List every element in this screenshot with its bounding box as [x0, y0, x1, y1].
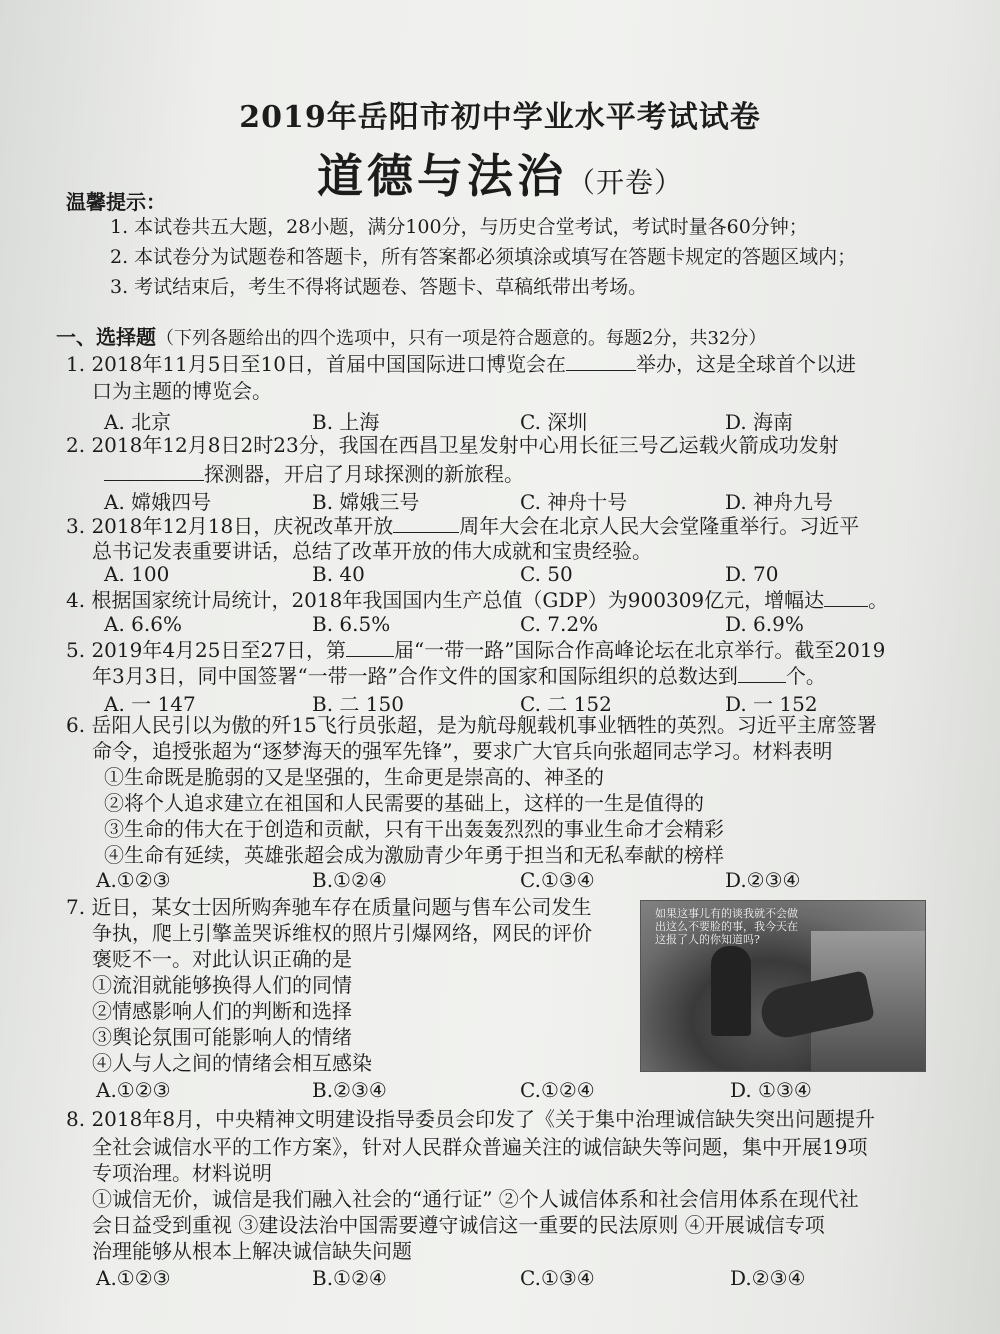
- question-8-line: ①诚信无价，诚信是我们融入社会的“通行证” ②个人诚信体系和社会信用体系在现代社: [92, 1187, 859, 1211]
- answer-blank: [566, 350, 636, 371]
- question-5-line: [92, 662, 826, 689]
- q4-end: 。: [868, 588, 889, 612]
- option-c: C. 7.2%: [520, 612, 599, 636]
- option-c: C. 二 152: [520, 692, 612, 716]
- q5-text-a: 5. 2019年4月25日至27日，第: [66, 638, 346, 662]
- option-b: B. 40: [312, 562, 365, 586]
- tips-heading: 温馨提示：: [66, 190, 166, 214]
- question-6-line: 命令，追授张超为“逐梦海天的强军先锋”，要求广大官兵向张超同志学习。材料表明: [92, 739, 833, 763]
- option-a: A. 6.6%: [104, 612, 182, 636]
- q4-text: 4. 根据国家统计局统计，2018年我国国内生产总值（GDP）为900309亿元，增幅达: [66, 588, 825, 612]
- q5-text-c: 年3月3日，同中国签署“一带一路”合作文件的国家和国际组织的总数达到: [92, 664, 738, 688]
- news-photo: [640, 900, 926, 1072]
- statement-item: ④人与人之间的情绪会相互感染: [92, 1051, 372, 1075]
- question-8-line: 8. 2018年8月，中央精神文明建设指导委员会印发了《关于集中治理诚信缺失突出问题提升: [66, 1107, 876, 1131]
- option-b: B. 嫦娥三号: [312, 490, 420, 514]
- q3-text-a: 3. 2018年12月18日，庆祝改革开放: [66, 514, 394, 538]
- answer-blank: [346, 636, 394, 657]
- question-1-line: 口为主题的博览会。: [92, 379, 272, 403]
- statement-item: ③舆论氛围可能影响人的情绪: [92, 1025, 352, 1049]
- option-a: A. 一 147: [104, 692, 196, 716]
- option-a: A. 北京: [104, 410, 172, 434]
- question-1-line: [66, 350, 856, 377]
- question-3-line: [66, 512, 859, 539]
- question-7-line: 7. 近日，某女士因所购奔驰车存在质量问题与售车公司发生: [66, 895, 592, 919]
- q2-text: 探测器，开启了月球探测的新旅程。: [204, 462, 524, 486]
- question-2-line: 2. 2018年12月8日2时23分，我国在西昌卫星发射中心用长征三号乙运载火箭成功发射: [66, 433, 839, 457]
- q1-text-a: 1. 2018年11月5日至10日，首届中国国际进口博览会在: [66, 352, 566, 376]
- subject-note: （开卷）: [566, 166, 683, 199]
- q5-text-b: 届“一带一路”国际合作高峰论坛在北京举行。截至2019: [393, 638, 886, 662]
- option-b: B.①②④: [312, 1266, 387, 1290]
- option-a: A. 100: [104, 562, 170, 586]
- section-desc: （下列各题给出的四个选项中，只有一项是符合题意的。每题2分，共32分）: [156, 328, 767, 349]
- tip-item: 3. 考试结束后，考生不得将试题卷、答题卡、草稿纸带出考场。: [110, 276, 648, 298]
- answer-blank: [738, 662, 786, 683]
- q5-text-d: 个。: [785, 664, 826, 688]
- question-7-line: 争执，爬上引擎盖哭诉维权的照片引爆网络，网民的评价: [92, 921, 592, 945]
- option-b: B.①②④: [312, 868, 387, 892]
- question-8-line: 治理能够从根本上解决诚信缺失问题: [92, 1239, 412, 1263]
- option-a: A.①②③: [96, 1078, 171, 1102]
- question-7-line: 褒贬不一。对此认识正确的是: [92, 947, 352, 971]
- option-d: D. 70: [725, 562, 779, 586]
- option-a: A.①②③: [96, 1266, 171, 1290]
- person-figure: [711, 946, 751, 1036]
- statement-item: ②将个人追求建立在祖国和人民需要的基础上，这样的一生是值得的: [104, 791, 704, 815]
- q3-text-b: 周年大会在北京人民大会堂隆重举行。习近平: [459, 514, 860, 538]
- question-8-line: 会日益受到重视 ③建设法治中国需要遵守诚信这一重要的民法原则 ④开展诚信专项: [92, 1213, 825, 1237]
- statement-item: ③生命的伟大在于创造和贡献，只有干出轰轰烈烈的事业生命才会精彩: [104, 817, 724, 841]
- q1-text-b: 举办，这是全球首个以进: [635, 352, 856, 376]
- option-a: A. 嫦娥四号: [104, 490, 212, 514]
- statement-item: ①流泪就能够换得人们的同情: [92, 973, 352, 997]
- option-b: B.②③④: [312, 1078, 387, 1102]
- option-c: C. 深圳: [520, 410, 588, 434]
- statement-item: ④生命有延续，英雄张超会成为激励青少年勇于担当和无私奉献的榜样: [104, 843, 724, 867]
- answer-blank: [104, 460, 204, 481]
- section-label: 一、选择题: [56, 325, 156, 349]
- question-8-line: 全社会诚信水平的工作方案》，针对人民群众普遍关注的诚信缺失等问题，集中开展19项: [92, 1135, 868, 1159]
- option-c: C.①③④: [520, 1266, 595, 1290]
- option-d: D. 神舟九号: [725, 490, 834, 514]
- option-d: D.②③④: [725, 868, 801, 892]
- option-d: D. 6.9%: [725, 612, 804, 636]
- statement-item: ①生命既是脆弱的又是坚强的，生命更是崇高的、神圣的: [104, 765, 604, 789]
- question-6-line: 6. 岳阳人民引以为傲的歼15飞行员张超，是为航母舰载机事业牺牲的英烈。习近平主席签署: [66, 713, 877, 737]
- option-b: B. 上海: [312, 410, 380, 434]
- option-a: A.①②③: [96, 868, 171, 892]
- option-d: D. 海南: [725, 410, 794, 434]
- answer-blank: [824, 586, 868, 607]
- photo-caption: 如果这事儿有的谈我就不会做出这么不要脸的事，我今天在这报了人的你知道吗?: [655, 907, 798, 946]
- statement-item: ②情感影响人们的判断和选择: [92, 999, 352, 1023]
- option-d: D.②③④: [730, 1266, 806, 1290]
- option-d: D. ①③④: [730, 1078, 812, 1102]
- section-heading: [56, 324, 766, 352]
- tip-item: 2. 本试卷分为试题卷和答题卡，所有答案都必须填涂或填写在答题卡规定的答题区域内；: [110, 246, 857, 268]
- option-c: C. 50: [520, 562, 573, 586]
- question-5-line: [66, 636, 885, 663]
- option-b: B. 二 150: [312, 692, 404, 716]
- question-2-line: [104, 460, 524, 487]
- option-b: B. 6.5%: [312, 612, 391, 636]
- option-c: C.①③④: [520, 868, 595, 892]
- question-3-line: 总书记发表重要讲话，总结了改革开放的伟大成就和宝贵经验。: [92, 539, 652, 563]
- option-d: D. 一 152: [725, 692, 818, 716]
- answer-blank: [393, 512, 459, 533]
- option-c: C. 神舟十号: [520, 490, 628, 514]
- question-4-line: [66, 586, 888, 613]
- option-c: C.①②④: [520, 1078, 595, 1102]
- question-8-line: 专项治理。材料说明: [92, 1161, 272, 1185]
- exam-title: 2019年岳阳市初中学业水平考试试卷: [239, 100, 761, 135]
- tip-item: 1. 本试卷共五大题，28小题，满分100分，与历史合堂考试，考试时量各60分钟；: [110, 216, 808, 238]
- subject-name: 道德与法治: [316, 149, 567, 203]
